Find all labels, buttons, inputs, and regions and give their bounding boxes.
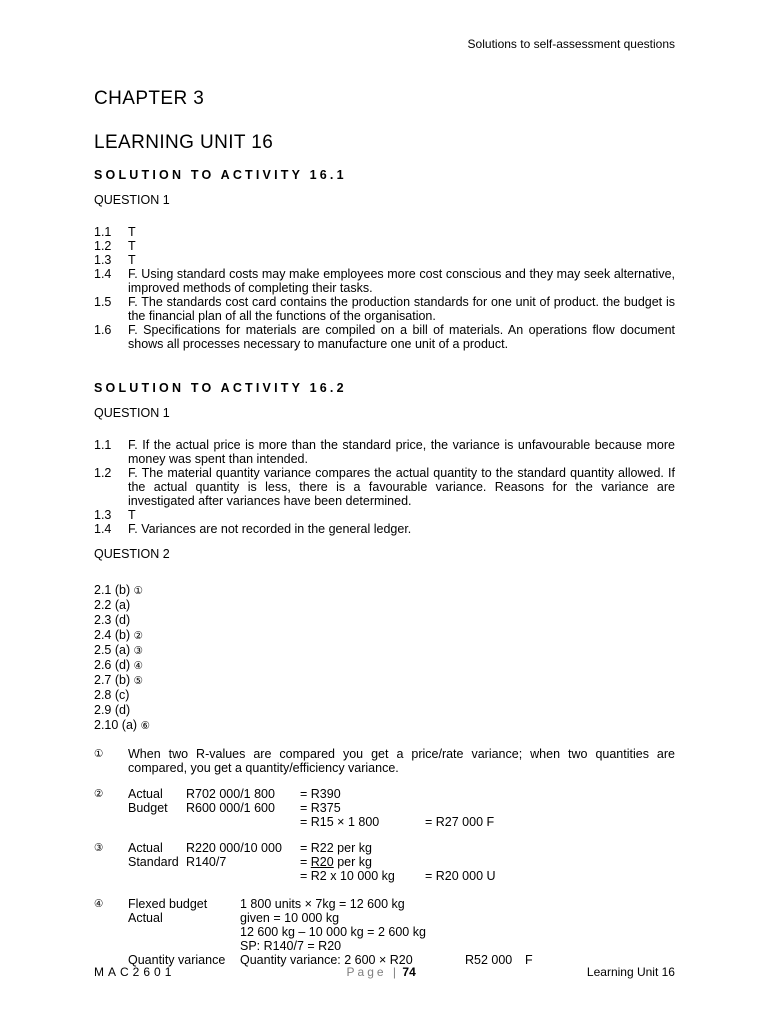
footnote-3-marker: ③ [94, 842, 104, 854]
calc-label: Budget [128, 801, 168, 815]
footnote-2 [94, 787, 675, 829]
activity-16-2-heading: SOLUTION TO ACTIVITY 16.2 [94, 381, 347, 395]
footer-page-indicator [347, 965, 416, 980]
calc-label: Actual [128, 841, 163, 855]
answer-item [94, 253, 675, 267]
calc-row [128, 939, 675, 953]
calc-text: given = 10 000 kg [240, 911, 340, 925]
item-number: 1.4 [94, 267, 112, 281]
calc-result: = R2 x 10 000 kg [300, 869, 395, 883]
answer-item [94, 295, 675, 323]
mcq-answer-text: 2.3 (d) [94, 613, 131, 627]
footnote-ref: ③ [133, 645, 144, 657]
item-text: T [128, 239, 136, 253]
calc-amount: R52 000 [465, 953, 513, 967]
calc-label: Quantity variance [128, 953, 226, 967]
activity-16-1-answer-list [94, 225, 675, 351]
calc-result-underlined: R20 [310, 855, 334, 869]
answer-item [94, 438, 675, 466]
mcq-answer [94, 688, 675, 703]
item-text: T [128, 253, 136, 267]
item-text: F. The material quantity variance compares the actual quantity to the standard quantity allowed. If the actual quantity is less, there is a favourable variance. Reasons for the variance are investigated after variances have been determined. [128, 466, 675, 508]
answer-item [94, 323, 675, 351]
mcq-answer-text: 2.6 (d) [94, 658, 131, 672]
calc-flag [525, 939, 675, 953]
mcq-answer-text: 2.8 (c) [94, 688, 130, 702]
mcq-answer [94, 628, 675, 643]
calc-result: = R390 [300, 787, 341, 801]
mcq-answer-text: 2.10 (a) [94, 718, 138, 732]
calc-extra [425, 841, 675, 855]
mcq-answer-text: 2.7 (b) [94, 673, 131, 687]
calc-flag: F [525, 953, 533, 967]
activity-16-2-question-1-label: QUESTION 1 [94, 406, 170, 420]
calc-extra: = R20 000 U [425, 869, 496, 883]
footnote-3 [94, 841, 675, 883]
calc-row [128, 911, 675, 925]
footnote-ref: ⑥ [140, 720, 150, 732]
calc-label [128, 815, 186, 829]
calc-label: Standard [128, 855, 179, 869]
header-text: Solutions to self-assessment questions [467, 37, 675, 51]
calc-row [128, 801, 675, 815]
calc-label [128, 925, 240, 939]
mcq-answer-text: 2.9 (d) [94, 703, 131, 717]
mcq-answer [94, 583, 675, 598]
calc-text: SP: R140/7 = R20 [240, 939, 342, 953]
mcq-answer [94, 598, 675, 613]
item-number: 1.4 [94, 522, 112, 536]
footnote-2-marker: ② [94, 788, 104, 800]
answer-item [94, 508, 675, 522]
calc-text: 1 800 units × 7kg = 12 600 kg [240, 897, 405, 911]
calc-extra [425, 787, 675, 801]
item-number: 1.3 [94, 508, 112, 522]
mcq-answer [94, 703, 675, 718]
calc-label [128, 869, 186, 883]
item-text: F. If the actual price is more than the standard price, the variance is unfavourable because more money was spent than intended. [128, 438, 675, 466]
calc-result: = R375 [300, 801, 341, 815]
mcq-answer [94, 658, 675, 673]
calc-formula: R140/7 [186, 855, 227, 869]
footnote-3-table [128, 841, 675, 883]
calc-formula: R702 000/1 800 [186, 787, 275, 801]
item-text: F. Using standard costs may make employees more cost conscious and they may seek alternative, improved methods of completing their tasks. [128, 267, 675, 295]
item-number: 1.2 [94, 239, 112, 253]
calc-label: Actual [128, 911, 163, 925]
item-number: 1.3 [94, 253, 112, 267]
activity-16-2-question-1-answer-list [94, 438, 675, 536]
calc-row [128, 841, 675, 855]
calc-extra [425, 855, 675, 869]
footnote-ref: ② [133, 630, 144, 642]
footer-page-number: 74 [402, 965, 416, 979]
calc-label: Flexed budget [128, 897, 208, 911]
footnote-ref: ① [133, 585, 144, 597]
item-number: 1.1 [94, 438, 112, 452]
answer-item [94, 267, 675, 295]
item-number: 1.6 [94, 323, 112, 337]
item-text: T [128, 225, 136, 239]
calc-extra [425, 801, 675, 815]
calc-label [128, 939, 240, 953]
calc-row [128, 787, 675, 801]
chapter-title: CHAPTER 3 [94, 88, 205, 109]
footer-course-code: MAC2601 [94, 965, 176, 979]
footnote-1-text: When two R-values are compared you get a price/rate variance; when two quantities are compared, you get a quantity/efficiency variance. [128, 747, 675, 775]
calc-row [128, 897, 675, 911]
answer-item [94, 466, 675, 508]
footnote-4 [94, 897, 675, 967]
activity-16-1-heading: SOLUTION TO ACTIVITY 16.1 [94, 168, 347, 182]
activity-16-2-question-2-label: QUESTION 2 [94, 547, 170, 561]
footnote-ref: ④ [133, 660, 144, 672]
item-text: F. The standards cost card contains the production standards for one unit of product. the budget is the financial plan of all the functions of the organisation. [128, 295, 675, 323]
calc-result-suffix: per kg [333, 855, 372, 869]
calc-row [128, 855, 675, 869]
calc-amount [465, 939, 525, 953]
item-text: T [128, 508, 136, 522]
calc-result-prefix: = [300, 855, 311, 869]
item-text: F. Specifications for materials are compiled on a bill of materials. An operations flow document shows all processes necessary to manufacture one unit of a product. [128, 323, 675, 351]
unit-title: LEARNING UNIT 16 [94, 132, 274, 153]
calc-extra: = R27 000 F [425, 815, 495, 829]
footer-unit-label: Learning Unit 16 [586, 965, 675, 979]
mcq-answer [94, 718, 675, 733]
calc-row [128, 925, 675, 939]
mcq-answer-text: 2.1 (b) [94, 583, 131, 597]
calc-formula: R220 000/10 000 [186, 841, 282, 855]
calc-result: = R22 per kg [300, 841, 372, 855]
footnote-1-marker: ① [94, 748, 104, 760]
mcq-answer [94, 613, 675, 628]
calc-row [128, 869, 675, 883]
calc-flag [525, 897, 675, 911]
answer-item [94, 522, 675, 536]
calc-label: Actual [128, 787, 163, 801]
calc-text: 12 600 kg – 10 000 kg = 2 600 kg [240, 925, 426, 939]
item-number: 1.5 [94, 295, 112, 309]
calc-amount [465, 911, 525, 925]
calc-formula [186, 869, 300, 883]
mcq-answer [94, 643, 675, 658]
calc-result [300, 855, 425, 869]
calc-formula: R600 000/1 600 [186, 801, 275, 815]
mcq-answer-text: 2.5 (a) [94, 643, 131, 657]
footnote-2-table [128, 787, 675, 829]
calc-formula [186, 815, 300, 829]
item-number: 1.2 [94, 466, 112, 480]
footnote-1 [94, 747, 675, 775]
footnote-ref: ⑤ [133, 675, 144, 687]
footnote-4-marker: ④ [94, 898, 104, 910]
footer-page-label: Page [346, 965, 387, 979]
footnote-4-table [128, 897, 675, 967]
mcq-answer-text: 2.4 (b) [94, 628, 131, 642]
footer-page-separator: | [392, 965, 397, 979]
item-number: 1.1 [94, 225, 112, 239]
calc-row [128, 815, 675, 829]
activity-16-1-question-1-label: QUESTION 1 [94, 193, 170, 207]
calc-flag [525, 925, 675, 939]
page-footer [94, 965, 675, 980]
calc-amount [465, 925, 525, 939]
answer-item [94, 225, 675, 239]
calc-result: = R15 × 1 800 [300, 815, 380, 829]
calc-amount [465, 897, 525, 911]
page-header [94, 36, 675, 52]
answer-item [94, 239, 675, 253]
activity-16-2-question-2-answer-list [94, 583, 675, 733]
mcq-answer-text: 2.2 (a) [94, 598, 131, 612]
calc-text: Quantity variance: 2 600 × R20 [240, 953, 413, 967]
mcq-answer [94, 673, 675, 688]
item-text: F. Variances are not recorded in the general ledger. [128, 522, 412, 536]
calc-flag [525, 911, 675, 925]
